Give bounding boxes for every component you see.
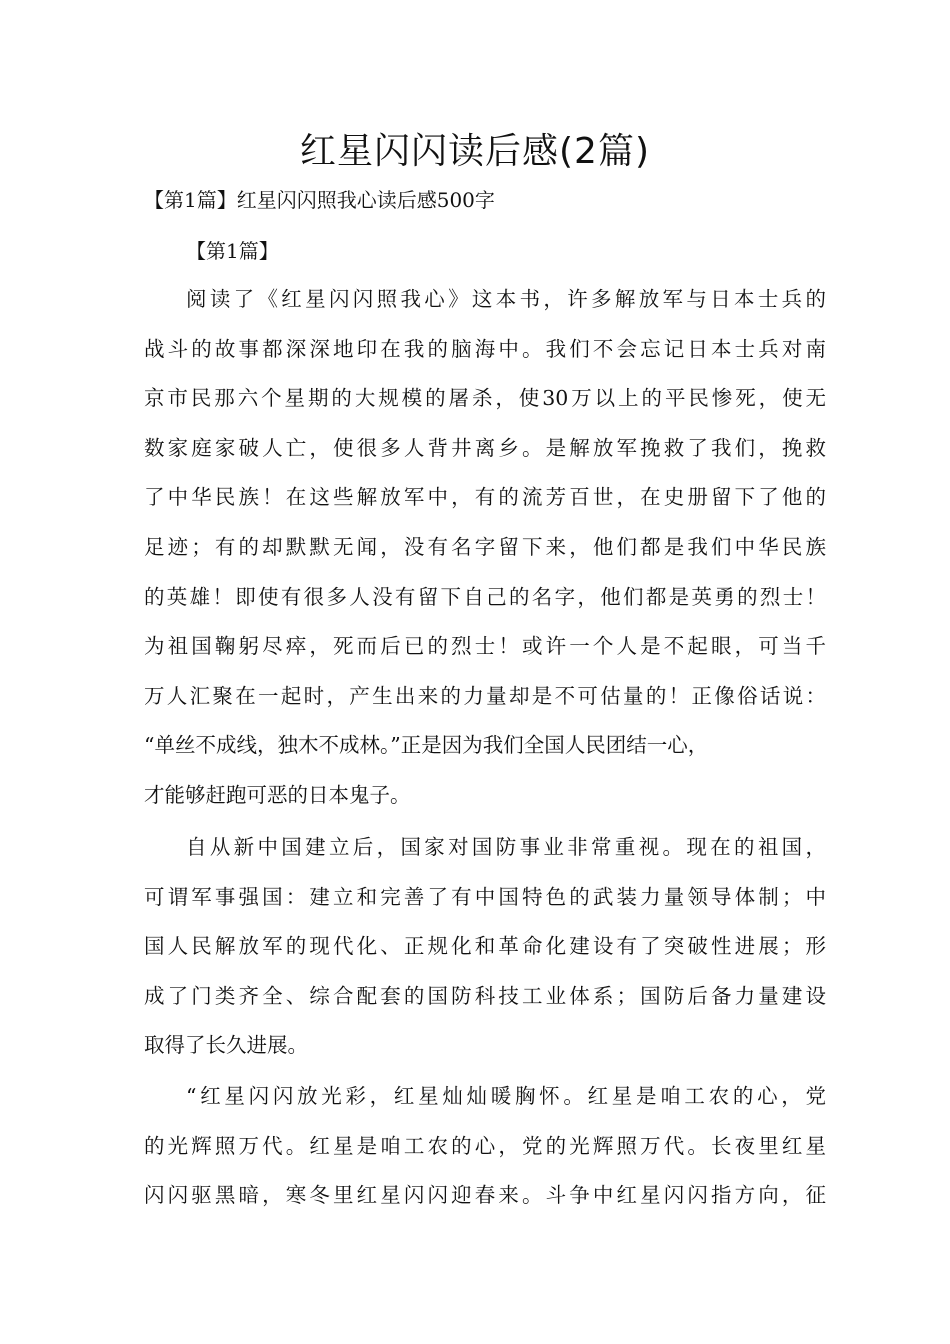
paragraph-line: 的英雄！即使有很多人没有留下自己的名字，他们都是英勇的烈士！: [144, 584, 826, 609]
paragraph-line: 才能够赶跑可恶的日本鬼子。: [144, 782, 411, 807]
paragraph-line: 的光辉照万代。红星是咱工农的心，党的光辉照万代。长夜里红星: [144, 1133, 826, 1158]
paragraph-line: “单丝不成线，独木不成林。”正是因为我们全国人民团结一心，: [144, 733, 709, 758]
document-title: 红星闪闪读后感(2篇): [300, 131, 650, 172]
paragraph-line: 国人民解放军的现代化、正规化和革命化建设有了突破性进展；形: [144, 934, 826, 959]
paragraph-line: 闪闪驱黑暗，寒冬里红星闪闪迎春来。斗争中红星闪闪指方向，征: [144, 1183, 826, 1208]
paragraph-line: 阅读了《红星闪闪照我心》这本书，许多解放军与日本士兵的: [186, 287, 826, 311]
paragraph-line: 可谓军事强国：建立和完善了有中国特色的武装力量领导体制；中: [144, 884, 826, 909]
paragraph-line: 自从新中国建立后，国家对国防事业非常重视。现在的祖国，: [186, 835, 826, 859]
sub-heading: 【第1篇】: [186, 239, 279, 263]
paragraph-line: 足迹；有的却默默无闻，没有名字留下来，他们都是我们中华民族: [144, 534, 826, 559]
paragraph-line: 战斗的故事都深深地印在我的脑海中。我们不会忘记日本士兵对南: [144, 336, 826, 361]
paragraph-2: [144, 823, 826, 1071]
paragraph-line: 了中华民族！在这些解放军中，有的流芳百世，在史册留下了他的: [144, 485, 826, 510]
paragraph-line: 万人汇聚在一起时，产生出来的力量却是不可估量的！正像俗话说：: [144, 683, 826, 708]
paragraph-line: 取得了长久进展。: [144, 1033, 308, 1058]
paragraph-line: 京市民那六个星期的大规模的屠杀，使30万以上的平民惨死，使无: [144, 386, 826, 411]
paragraph-1: [144, 275, 826, 821]
section-heading: 【第1篇】红星闪闪照我心读后感500字: [144, 188, 495, 212]
paragraph-line: “红星闪闪放光彩，红星灿灿暖胸怀。红星是咱工农的心，党: [186, 1084, 826, 1108]
paragraph-3: [144, 1072, 826, 1221]
paragraph-line: 成了门类齐全、综合配套的国防科技工业体系；国防后备力量建设: [144, 983, 826, 1008]
paragraph-line: 数家庭家破人亡，使很多人背井离乡。是解放军挽救了我们，挽救: [144, 435, 826, 460]
paragraph-line: 为祖国鞠躬尽瘁，死而后已的烈士！或许一个人是不起眼，可当千: [144, 634, 826, 659]
